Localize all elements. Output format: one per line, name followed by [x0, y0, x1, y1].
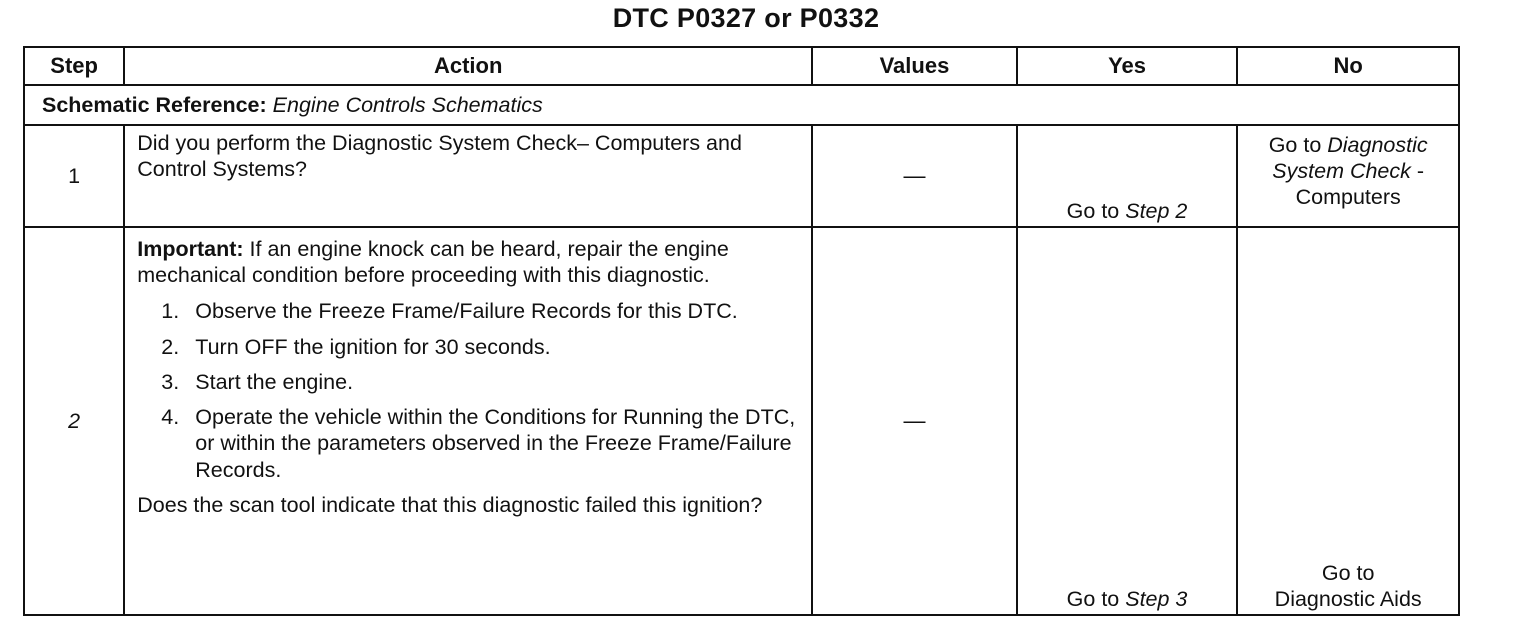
diagnostic-table: [23, 46, 1460, 616]
substep-number: 1.: [161, 299, 180, 324]
page-title: DTC P0327 or P0332: [612, 3, 880, 33]
header-values: Values: [812, 47, 1017, 85]
values-dash: —: [903, 162, 926, 188]
list-item: [137, 334, 801, 360]
no-diagnostic-aids-link[interactable]: Diagnostic Aids: [1274, 586, 1422, 611]
no-diagnostic-check-link[interactable]: Diagnostic System Check: [1272, 133, 1428, 184]
no-line-1: Go to: [1321, 560, 1375, 585]
no-prefix: Go to: [1268, 133, 1328, 157]
no-suffix: - Computers: [1295, 159, 1425, 210]
substep-text: Turn OFF the ignition for 30 seconds.: [195, 334, 551, 359]
action-cell: [124, 125, 812, 227]
substep-number: 2.: [161, 334, 180, 359]
substep-text: Observe the Freeze Frame/Failure Records for this DTC.: [195, 299, 738, 324]
no-cell: [1237, 125, 1459, 227]
values-cell: [812, 227, 1017, 615]
yes-prefix: Go to: [1066, 586, 1126, 611]
schematic-reference-cell: [24, 85, 1459, 125]
values-dash: —: [903, 407, 926, 433]
list-item: [137, 369, 801, 395]
action-text: Did you perform the Diagnostic System Check– Computers and Control Systems?: [137, 131, 742, 182]
yes-step-link[interactable]: Step 3: [1125, 586, 1188, 611]
table-row-step-2: [24, 227, 1459, 615]
header-yes: Yes: [1017, 47, 1238, 85]
action-question: Does the scan tool indicate that this diagnostic failed this ignition?: [137, 492, 763, 517]
table-header-row: [24, 47, 1459, 85]
substep-text: Operate the vehicle within the Conditions for Running the DTC, or within the parameters observed in the Freeze Frame/Failure Records.: [195, 405, 796, 482]
substep-text: Start the engine.: [195, 369, 354, 394]
yes-step-link[interactable]: Step 2: [1125, 198, 1188, 223]
important-note: [137, 237, 729, 287]
schematic-reference-link[interactable]: Engine Controls Schematics: [272, 92, 543, 117]
step-number: 2: [24, 227, 124, 615]
yes-cell: [1017, 227, 1238, 615]
substep-number: 3.: [161, 369, 180, 394]
list-item: [137, 404, 801, 483]
step-number: 1: [24, 125, 124, 227]
action-cell: [124, 227, 812, 615]
list-item: [137, 298, 801, 324]
important-label: Important:: [137, 237, 244, 261]
table-row-step-1: [24, 125, 1459, 227]
important-text: If an engine knock can be heard, repair the engine mechanical condition before proceeding with this diagnostic.: [137, 237, 729, 288]
substep-list: [137, 298, 801, 482]
header-no: No: [1237, 47, 1459, 85]
header-step: Step: [24, 47, 124, 85]
schematic-reference-row: [24, 85, 1459, 125]
no-cell: [1237, 227, 1459, 615]
header-action: Action: [124, 47, 812, 85]
values-cell: [812, 125, 1017, 227]
substep-number: 4.: [161, 405, 180, 430]
yes-cell: [1017, 125, 1238, 227]
schematic-reference-label: Schematic Reference:: [42, 92, 267, 117]
yes-prefix: Go to: [1066, 198, 1126, 223]
